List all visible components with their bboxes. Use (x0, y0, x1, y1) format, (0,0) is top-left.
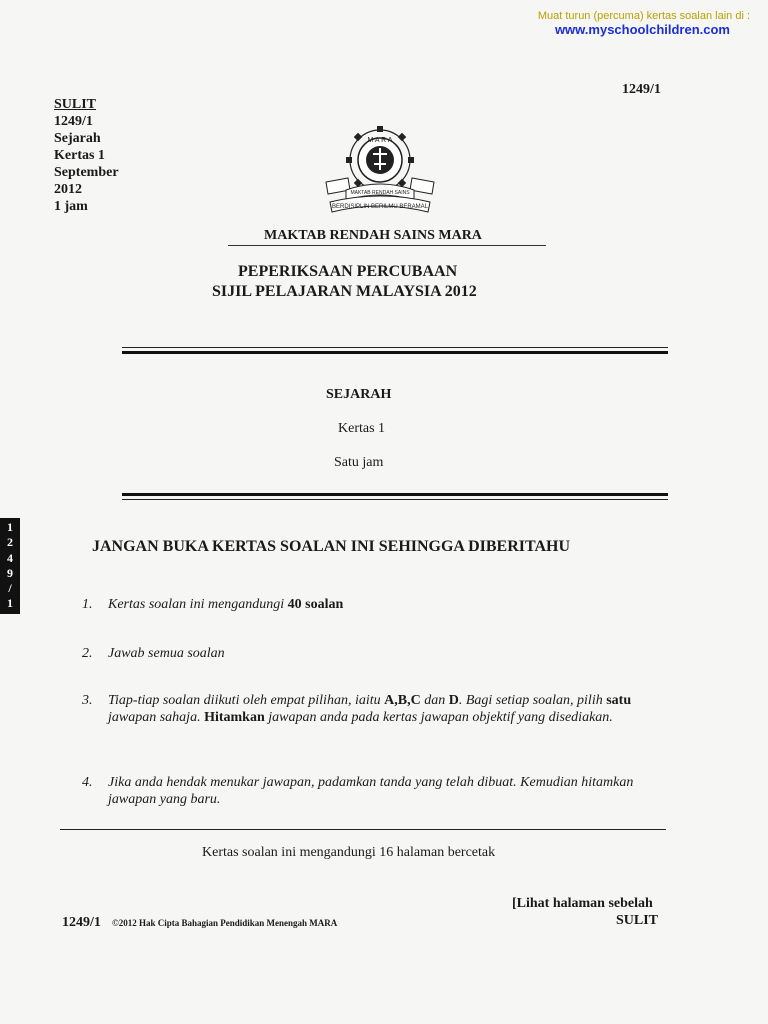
instruction-number: 4. (82, 775, 93, 790)
instruction-number: 1. (82, 597, 93, 612)
side-code-char: 9 (7, 565, 13, 580)
side-code-char: 1 (7, 596, 13, 611)
side-code-char: 2 (7, 535, 13, 550)
meta-code: 1249/1 (54, 114, 93, 129)
header-rule-top (122, 347, 668, 348)
side-code-char: / (8, 581, 12, 596)
sulit-footer-label: SULIT (616, 913, 659, 928)
instruction-run: . Bagi setiap soalan, pilih (458, 693, 607, 708)
logo-top-text: M A R A (367, 137, 393, 144)
instruction-run: Jika anda hendak menukar jawapan, padamkan tanda yang telah dibuat. Kemudian hitamkan jawapan yang baru. (108, 775, 634, 807)
do-not-open-warning: JANGAN BUKA KERTAS SOALAN INI SEHINGGA DIBERITAHU (92, 538, 571, 555)
meta-month: September (54, 165, 119, 180)
page-count-note: Kertas soalan ini mengandungi 16 halaman bercetak (202, 845, 496, 860)
header-rule-thick (122, 351, 668, 354)
watermark-url-link[interactable]: www.myschoolchildren.com (554, 22, 730, 37)
side-code-char: 1 (7, 520, 13, 534)
instruction-emphasis: 40 soalan (287, 597, 344, 612)
subject-rule-thin (122, 499, 668, 500)
logo-ribbon-text: MAKTAB RENDAH SAINS (350, 190, 410, 196)
institution-underline (228, 245, 546, 246)
instruction-run: Jawab semua soalan (108, 646, 225, 661)
meta-duration: 1 jam (54, 199, 88, 214)
instruction-run: Kertas soalan ini mengandungi (108, 597, 288, 612)
paper-meta-block (54, 96, 119, 215)
paper-number: Kertas 1 (338, 421, 386, 436)
side-code-char: 4 (7, 550, 13, 565)
watermark-download-text: Muat turun (percuma) kertas soalan lain di : (537, 10, 750, 22)
exam-title-line1: PEPERIKSAAN PERCUBAAN (238, 263, 458, 280)
instruction-text (108, 596, 682, 613)
instruction-item (82, 645, 682, 662)
mara-logo (322, 118, 438, 216)
paper-duration: Satu jam (334, 455, 384, 470)
instruction-text (108, 692, 682, 726)
see-next-page-note: [Lihat halaman sebelah (512, 896, 653, 911)
subject-name: SEJARAH (326, 387, 392, 402)
footer-rule (60, 829, 666, 830)
instruction-emphasis: Hitamkan (204, 710, 265, 725)
logo-motto: BERDISIPLIN BERILMU BERAMAL (331, 204, 429, 210)
instruction-text (108, 645, 682, 662)
instruction-number: 2. (82, 646, 93, 661)
instruction-run: jawapan anda pada kertas jawapan objektif yang disediakan. (264, 710, 613, 725)
meta-paper: Kertas 1 (54, 148, 105, 163)
instruction-run: jawapan sahaja. (108, 710, 205, 725)
instruction-run: Tiap-tiap soalan diikuti oleh empat pilihan, iaitu (108, 693, 385, 708)
instruction-emphasis: D (448, 693, 459, 708)
subject-rule-thick (122, 493, 668, 496)
instruction-number: 3. (82, 693, 93, 708)
side-paper-code-tab (0, 518, 20, 614)
exam-title-line2: SIJIL PELAJARAN MALAYSIA 2012 (212, 283, 477, 300)
meta-year: 2012 (54, 182, 82, 197)
institution-name: MAKTAB RENDAH SAINS MARA (264, 228, 482, 243)
instruction-emphasis: A,B,C (384, 693, 421, 708)
meta-sulit: SULIT (54, 97, 97, 112)
instruction-run: dan (420, 693, 449, 708)
copyright-notice: ©2012 Hak Cipta Bahagian Pendidikan Menengah MARA (112, 918, 338, 928)
meta-subject: Sejarah (54, 131, 101, 146)
instruction-item (82, 596, 682, 613)
paper-code-top: 1249/1 (622, 82, 661, 97)
instruction-item (82, 774, 682, 808)
instruction-text (108, 774, 682, 808)
instruction-item (82, 692, 682, 726)
instruction-emphasis: satu (606, 693, 632, 708)
paper-code-footer: 1249/1 (62, 915, 101, 930)
